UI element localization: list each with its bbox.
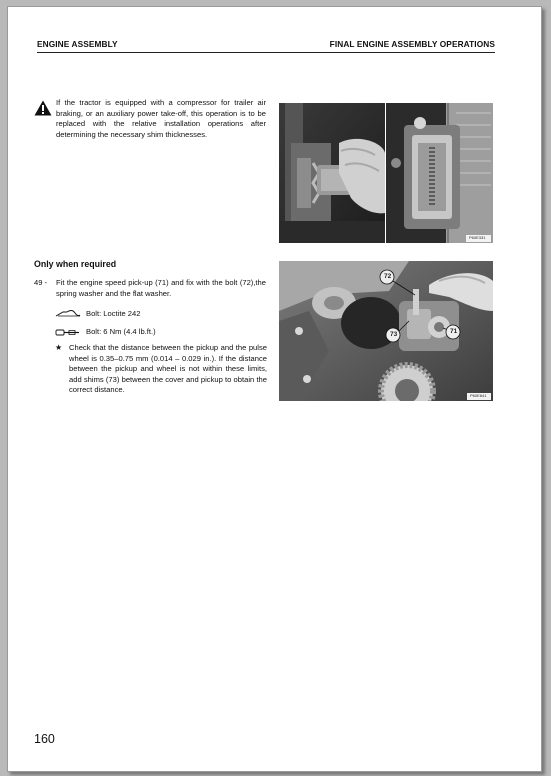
page-number: 160 xyxy=(34,732,55,746)
assembly-photo-right xyxy=(386,103,493,243)
callout-73: 73 xyxy=(390,331,398,338)
header-rule xyxy=(37,52,495,53)
check-note-text: Check that the distance between the pickup and the pulse wheel is 0.35–0.75 mm (0.014 – 0.029 in.). If the distance between the pickup and wheel is not within these limits, add shims (73) between the cover and pickup to obtain the correct distance. xyxy=(69,343,267,395)
pickup-photo xyxy=(279,261,493,401)
header-chapter-title: FINAL ENGINE ASSEMBLY OPERATIONS xyxy=(329,39,495,49)
spec-torque-text: Bolt: 6 Nm (4.4 lb.ft.) xyxy=(86,327,156,336)
torque-wrench-icon xyxy=(55,327,81,337)
manual-page xyxy=(7,6,542,772)
sealant-icon xyxy=(55,309,81,319)
star-icon: ★ xyxy=(55,343,63,352)
photo-code-bottom: P60E841 xyxy=(470,393,487,398)
warning-text: If the tractor is equipped with a compressor for trailer air braking, or an auxiliary power take-off, this operation is to be replaced with the relative installation operations after determining the necessary shim thicknesses. xyxy=(56,98,266,139)
callout-71: 71 xyxy=(450,328,458,335)
step-text: Fit the engine speed pick-up (71) and fix with the bolt (72),the spring washer and the flat washer. xyxy=(56,278,266,298)
photo-code-top: P60E331 xyxy=(469,235,486,240)
warning-triangle-icon xyxy=(34,100,52,116)
section-subheading: Only when required xyxy=(34,259,117,269)
header-section-title: ENGINE ASSEMBLY xyxy=(37,39,118,49)
spec-sealant-text: Bolt: Loctite 242 xyxy=(86,309,141,318)
step-number: 49 - xyxy=(34,278,48,287)
assembly-photo-left xyxy=(279,103,385,243)
callout-72: 72 xyxy=(384,273,392,280)
